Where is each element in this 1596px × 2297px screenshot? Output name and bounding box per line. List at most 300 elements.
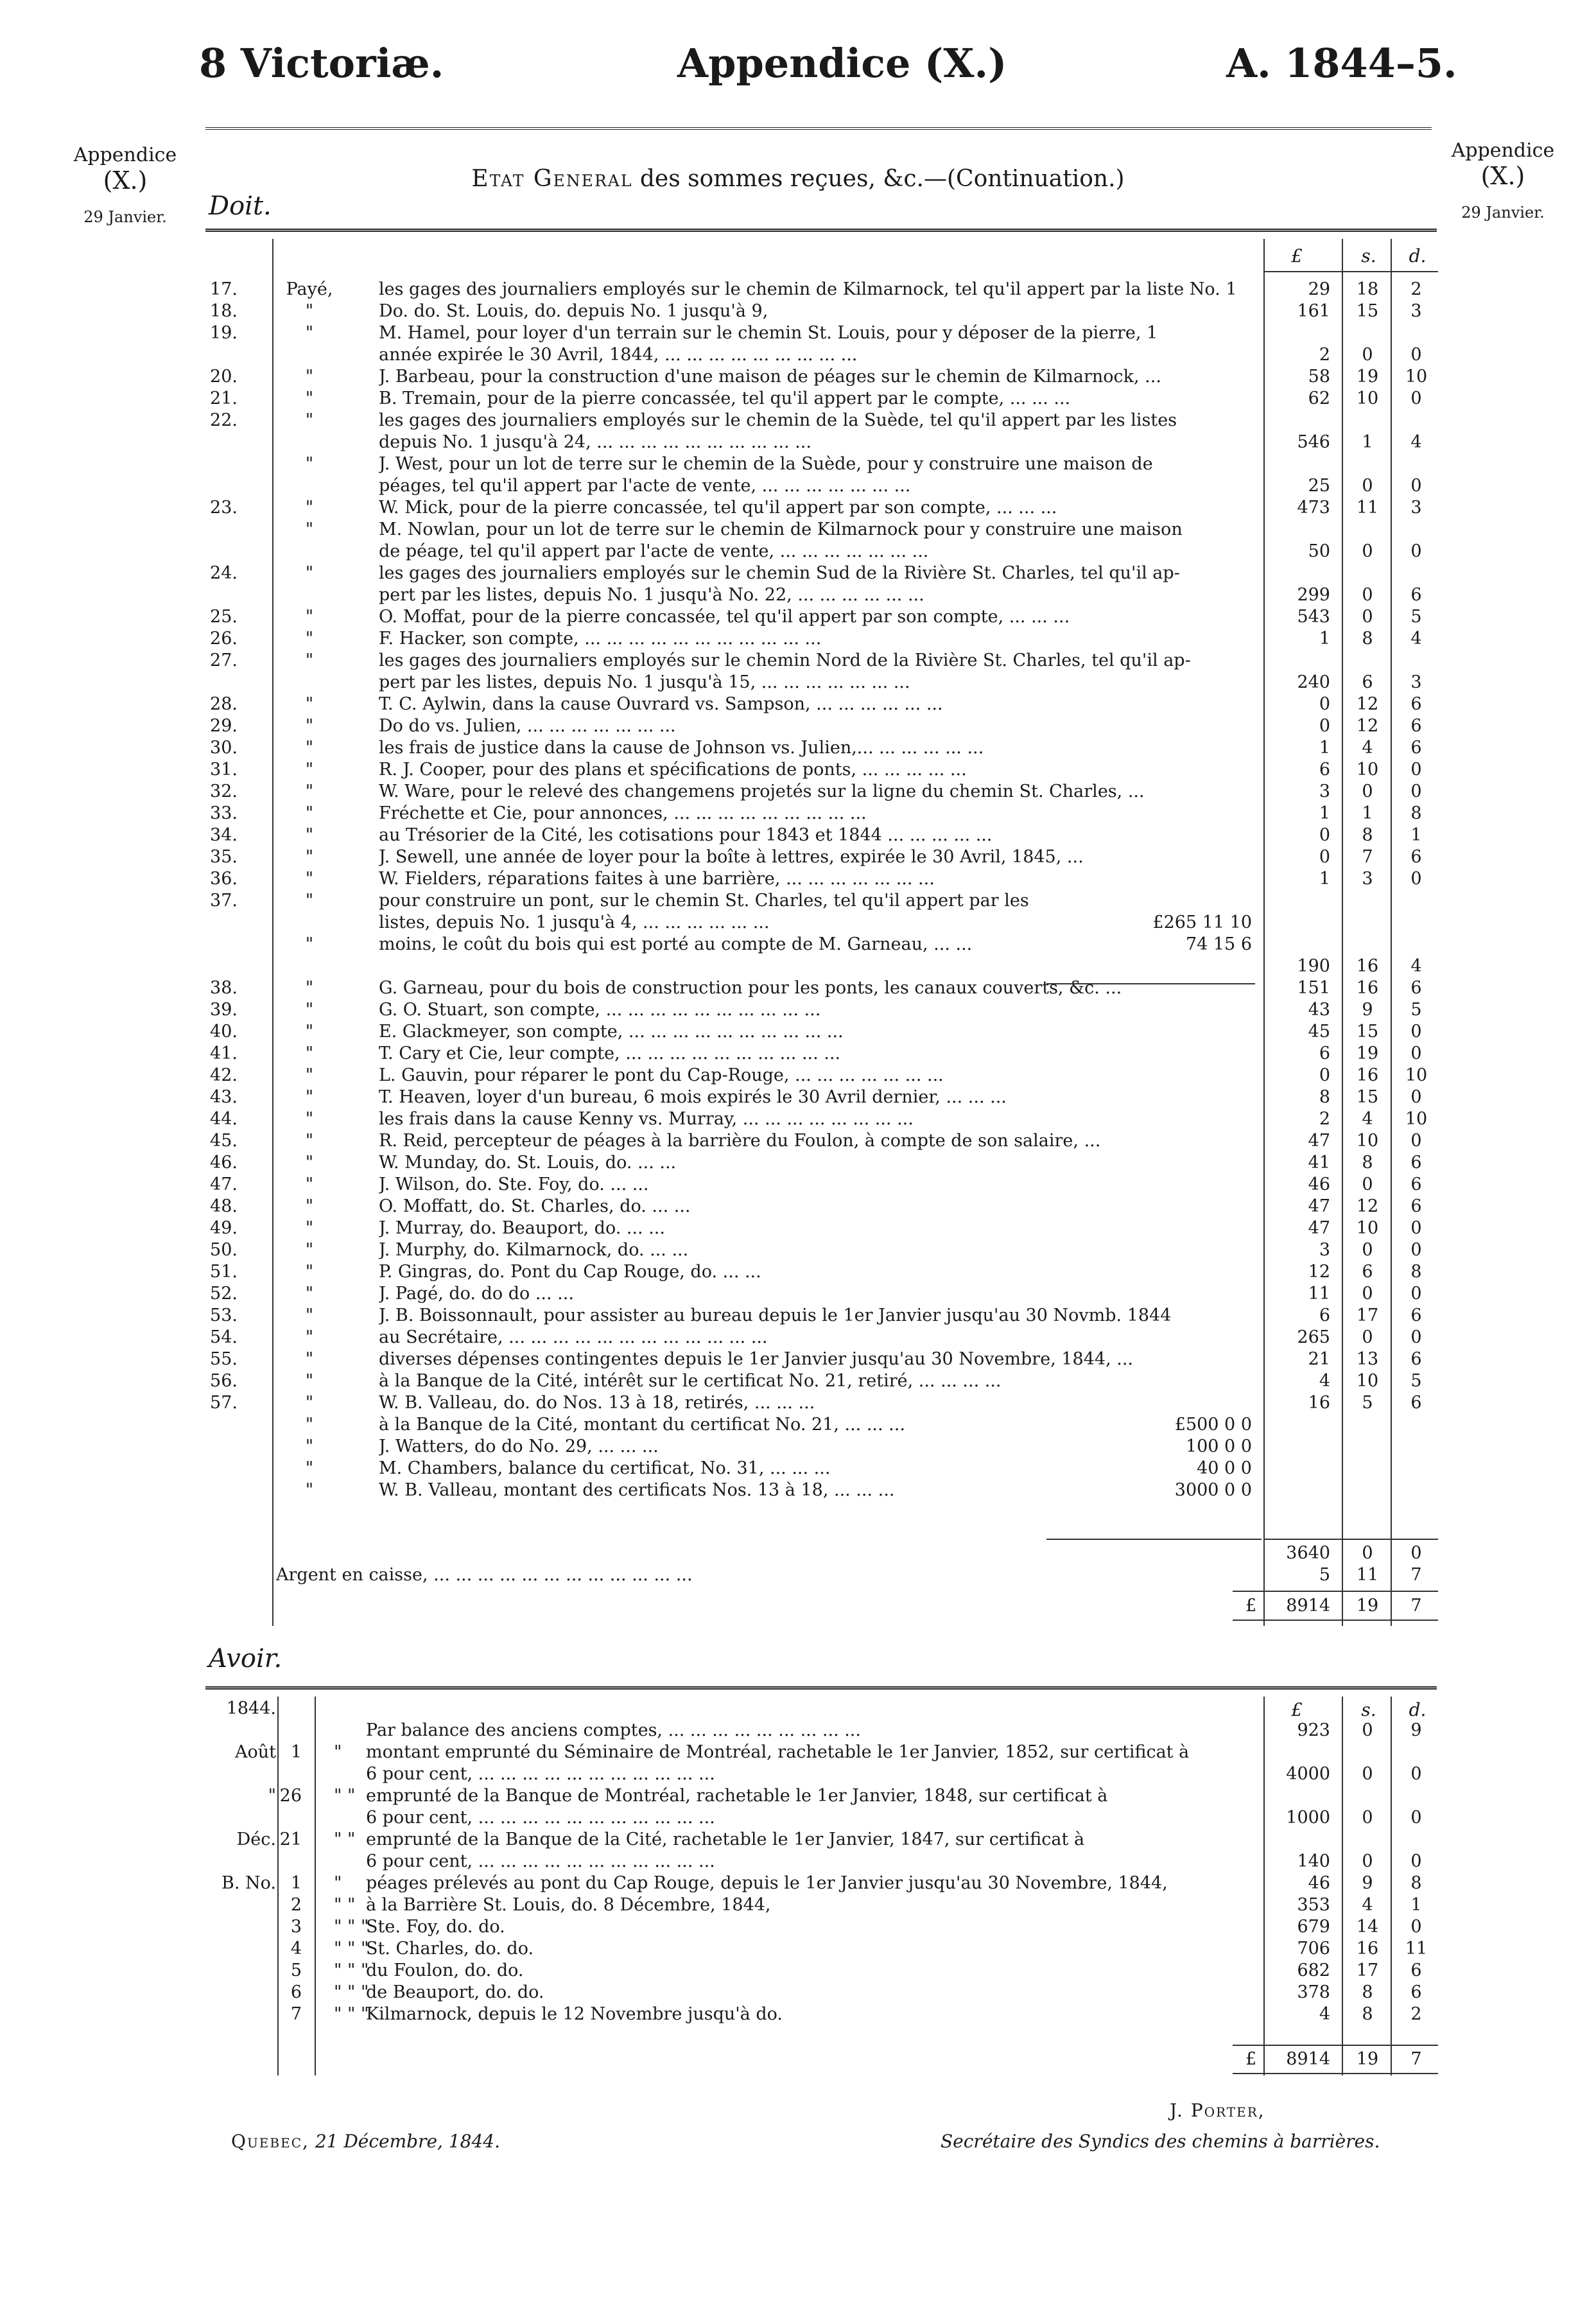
row-number: 45.: [210, 1131, 238, 1151]
avoir-mark: " " ": [334, 2004, 369, 2024]
avoir-description: emprunté de la Banque de la Cité, rachetable le 1er Janvier, 1847, sur certificat à: [366, 1830, 1085, 1849]
avoir-day: 5: [290, 1961, 302, 1980]
avoir-shillings: 4: [1362, 1895, 1373, 1915]
row-shillings: 8: [1362, 629, 1373, 649]
row-shillings: 17: [1356, 1306, 1379, 1325]
row-description: pert par les listes, depuis No. 1 jusqu'à 15, ... ... ... ... ... ... ...: [379, 672, 910, 692]
row-mark: ": [305, 1065, 314, 1085]
row-number: 41.: [210, 1044, 238, 1063]
doit-row: [205, 1218, 1438, 1239]
row-shillings: 19: [1356, 1044, 1379, 1063]
avoir-table: [205, 1697, 1438, 2082]
avoir-pounds: 140: [1297, 1851, 1330, 1871]
row-description: M. Hamel, pour loyer d'un terrain sur le chemin St. Louis, pour y déposer de la pierre, 1: [379, 323, 1158, 343]
row-description: moins, le coût du bois qui est porté au compte de M. Garneau, ... ...: [379, 934, 973, 954]
row-pence: 0: [1410, 760, 1422, 780]
row-pence: 0: [1410, 1327, 1422, 1347]
doit-row: [205, 1327, 1438, 1349]
row-mark: ": [305, 651, 314, 670]
doit-total-shillings: 19: [1356, 1596, 1379, 1616]
row-shillings: 4: [1362, 738, 1373, 758]
avoir-row: [205, 1938, 1438, 1960]
avoir-pence: 6: [1410, 1982, 1422, 2002]
row-mark: ": [305, 1175, 314, 1194]
row-mark: ": [305, 1480, 314, 1500]
doit-row: [205, 1283, 1438, 1305]
row-description: de péage, tel qu'il appert par l'acte de vente, ... ... ... ... ... ... ...: [379, 541, 929, 561]
row-pounds: 1: [1319, 738, 1330, 758]
avoir-pounds: 378: [1297, 1982, 1330, 2002]
doit-row: [205, 1480, 1438, 1501]
avoir-top-rule: [205, 1686, 1437, 1690]
doit-row: [205, 1130, 1438, 1152]
row-description: G. Garneau, pour du bois de construction pour les ponts, les canaux couverts, &c. ...: [379, 978, 1122, 998]
footer-place-date: [231, 2131, 500, 2152]
row-subamount: 74 15 6: [1185, 934, 1252, 954]
avoir-total-shillings: 19: [1356, 2049, 1379, 2069]
avoir-row: [205, 1894, 1438, 1916]
avoir-description: emprunté de la Banque de Montréal, rachetable le 1er Janvier, 1848, sur certificat à: [366, 1786, 1108, 1806]
col-head-pounds: £: [1291, 245, 1303, 266]
row-description: pour construire un pont, sur le chemin St. Charles, tel qu'il appert par les: [379, 891, 1029, 911]
avoir-row: [205, 1982, 1438, 2004]
row-shillings: 0: [1362, 1284, 1373, 1304]
avoir-total-currency: £: [1245, 2049, 1257, 2069]
row-mark: ": [305, 1393, 314, 1413]
row-description: J. Sewell, une année de loyer pour la boîte à lettres, expirée le 30 Avril, 1845, ...: [379, 847, 1084, 867]
row-description: listes, depuis No. 1 jusqu'à 4, ... ... ... ... ... ...: [379, 913, 770, 932]
avoir-day: 4: [290, 1939, 302, 1959]
row-pounds: 0: [1319, 694, 1330, 714]
avoir-pounds: 1000: [1286, 1808, 1330, 1828]
row-pounds: 47: [1308, 1218, 1330, 1238]
row-shillings: 10: [1356, 389, 1379, 408]
row-shillings: 8: [1362, 825, 1373, 845]
row-pence: 6: [1410, 978, 1422, 998]
row-pounds: 47: [1308, 1196, 1330, 1216]
row-mark: ": [305, 1415, 314, 1435]
row-shillings: 0: [1362, 607, 1373, 627]
doit-row: [205, 279, 1438, 301]
row-mark: ": [305, 454, 314, 474]
row-pence: 6: [1410, 1306, 1422, 1325]
row-mark: ": [305, 825, 314, 845]
row-number: 44.: [210, 1109, 238, 1129]
row-shillings: 6: [1362, 672, 1373, 692]
row-number: 33.: [210, 803, 238, 823]
row-mark: ": [305, 803, 314, 823]
row-description: les gages des journaliers employés sur le chemin de la Suède, tel qu'il appert par les listes: [379, 410, 1177, 430]
doit-row: [205, 344, 1438, 366]
row-mark: ": [305, 1196, 314, 1216]
row-number: 27.: [210, 651, 238, 670]
row-mark: ": [305, 738, 314, 758]
row-pence: 0: [1410, 1087, 1422, 1107]
row-mark: ": [305, 563, 314, 583]
doit-row: [205, 388, 1438, 410]
row-pounds: 299: [1297, 585, 1330, 605]
row-pence: 10: [1405, 367, 1428, 387]
row-number: 29.: [210, 716, 238, 736]
doit-row: [205, 1305, 1438, 1327]
row-number: 51.: [210, 1262, 238, 1282]
row-number: 20.: [210, 367, 238, 387]
doit-total-pence: 7: [1410, 1596, 1422, 1616]
doit-row: [205, 825, 1438, 846]
row-pounds: 161: [1297, 301, 1330, 321]
row-shillings: 1: [1362, 803, 1373, 823]
avoir-row: [205, 1698, 1438, 1720]
row-pounds: 50: [1308, 541, 1330, 561]
row-pence: 4: [1410, 629, 1422, 649]
doit-row: [205, 1152, 1438, 1174]
row-pounds: 0: [1319, 716, 1330, 736]
doit-row: [205, 366, 1438, 388]
avoir-row: [205, 1742, 1438, 1763]
row-pounds: 2: [1319, 345, 1330, 365]
avoir-pounds: 682: [1297, 1961, 1330, 1980]
row-shillings: 0: [1362, 541, 1373, 561]
row-description: les gages des journaliers employés sur le chemin Sud de la Rivière St. Charles, tel qu'il ap-: [379, 563, 1180, 583]
avoir-day: 21: [279, 1830, 302, 1849]
row-description: G. O. Stuart, son compte, ... ... ... ... ... ... ... ... ... ...: [379, 1000, 821, 1020]
row-shillings: 10: [1356, 760, 1379, 780]
row-pounds: 546: [1297, 432, 1330, 452]
row-mark: ": [305, 760, 314, 780]
row-pence: 0: [1410, 345, 1422, 365]
row-description: J. Watters, do do No. 29, ... ... ...: [379, 1437, 659, 1456]
avoir-month: B. No.: [221, 1873, 276, 1893]
avoir-month: Août: [235, 1742, 276, 1762]
row-pence: 5: [1410, 607, 1422, 627]
row-number: 49.: [210, 1218, 238, 1238]
avoir-row: [205, 1720, 1438, 1742]
doit-row: [205, 1392, 1438, 1414]
row-shillings: 0: [1362, 1327, 1373, 1347]
row-shillings: 10: [1356, 1371, 1379, 1391]
avoir-pence: 0: [1410, 1917, 1422, 1937]
doit-row: [205, 563, 1438, 584]
footer-signature: J. Porter,: [1170, 2100, 1265, 2121]
doit-row: [205, 890, 1438, 912]
row-subamount: 40 0 0: [1197, 1458, 1252, 1478]
margin-appendice: Appendice: [73, 144, 177, 166]
row-mark: ": [305, 934, 314, 954]
avoir-mark: " ": [334, 1895, 356, 1915]
doit-row: [205, 497, 1438, 519]
row-description: O. Moffat, pour de la pierre concassée, tel qu'il appert par son compte, ... ... ...: [379, 607, 1070, 627]
row-subamount: 3000 0 0: [1174, 1480, 1252, 1500]
row-pence: 6: [1410, 1175, 1422, 1194]
row-number: 18.: [210, 301, 238, 321]
doit-total-currency: £: [1245, 1596, 1257, 1616]
row-description: Do do vs. Julien, ... ... ... ... ... ... ...: [379, 716, 676, 736]
avoir-shillings: 17: [1356, 1961, 1379, 1980]
doit-row: [205, 846, 1438, 868]
avoir-row: [205, 1763, 1438, 1785]
row-number: 23.: [210, 498, 238, 518]
margin-date-right: 29 Janvier.: [1461, 204, 1545, 222]
avoir-pounds: 4000: [1286, 1764, 1330, 1784]
row-shillings: 15: [1356, 1022, 1379, 1042]
row-description: M. Nowlan, pour un lot de terre sur le chemin de Kilmarnock pour y construire une maison: [379, 520, 1183, 539]
row-number: 32.: [210, 782, 238, 801]
row-pence: 0: [1410, 1044, 1422, 1063]
avoir-day: 3: [290, 1917, 302, 1937]
doit-row: [205, 1021, 1438, 1043]
row-description: F. Hacker, son compte, ... ... ... ... ... ... ... ... ... ... ...: [379, 629, 822, 649]
row-pounds: 6: [1319, 1044, 1330, 1063]
row-pounds: 62: [1308, 389, 1330, 408]
row-number: 19.: [210, 323, 238, 343]
row-pounds: 46: [1308, 1175, 1330, 1194]
avoir-head-pence: d.: [1409, 1699, 1427, 1720]
avoir-total-rule-bottom: [1233, 2073, 1438, 2074]
avoir-row: [205, 1916, 1438, 1938]
avoir-total-row: [205, 2048, 1438, 2070]
row-pounds: 47: [1308, 1131, 1330, 1151]
row-pence: 8: [1410, 1262, 1422, 1282]
doit-row: [205, 999, 1438, 1021]
doit-row: [205, 628, 1438, 650]
row-number: 40.: [210, 1022, 238, 1042]
row-description: année expirée le 30 Avril, 1844, ... ... ... ... ... ... ... ... ...: [379, 345, 858, 365]
avoir-pence: 9: [1410, 1720, 1422, 1740]
row-number: 43.: [210, 1087, 238, 1107]
row-pounds: 6: [1319, 1306, 1330, 1325]
row-description: au Trésorier de la Cité, les cotisations pour 1843 et 1844 ... ... ... ... ...: [379, 825, 993, 845]
avoir-shillings: 0: [1362, 1764, 1373, 1784]
row-description: J. Barbeau, pour la construction d'une maison de péages sur le chemin de Kilmarnock, ...: [379, 367, 1161, 387]
doit-row: [205, 1261, 1438, 1283]
title-main: Etat General: [471, 166, 633, 192]
row-mark: ": [305, 1306, 314, 1325]
row-pounds: 151: [1297, 978, 1330, 998]
row-mark: ": [305, 1131, 314, 1151]
row-mark: ": [305, 323, 314, 343]
row-pounds: 190: [1297, 956, 1330, 976]
row-pence: 6: [1410, 847, 1422, 867]
row-shillings: 16: [1356, 1065, 1379, 1085]
avoir-row: [205, 1960, 1438, 1982]
avoir-pence: 6: [1410, 1961, 1422, 1980]
avoir-mark: " " ": [334, 1982, 369, 2002]
row-shillings: 6: [1362, 1262, 1373, 1282]
avoir-row: [205, 1807, 1438, 1829]
avoir-pence: 0: [1410, 1808, 1422, 1828]
col-head-shillings: s.: [1361, 245, 1376, 266]
doit-row: [205, 1239, 1438, 1261]
doit-row: [205, 1436, 1438, 1458]
avoir-day: 6: [290, 1982, 302, 2002]
row-pence: 6: [1410, 1153, 1422, 1173]
row-description: J. Pagé, do. do do ... ...: [379, 1284, 574, 1304]
avoir-pence: 11: [1405, 1939, 1428, 1959]
row-description: L. Gauvin, pour réparer le pont du Cap-Rouge, ... ... ... ... ... ... ...: [379, 1065, 944, 1085]
row-pence: 4: [1410, 956, 1422, 976]
doit-row: [205, 977, 1438, 999]
row-pence: 3: [1410, 498, 1422, 518]
row-description: les frais de justice dans la cause de Johnson vs. Julien,... ... ... ... ... ...: [379, 738, 984, 758]
row-pounds: 1: [1319, 869, 1330, 889]
avoir-total-rule-top: [1233, 2045, 1438, 2046]
doit-row: [205, 715, 1438, 737]
row-shillings: 0: [1362, 1240, 1373, 1260]
row-pounds: 16: [1308, 1393, 1330, 1413]
row-mark: ": [305, 1327, 314, 1347]
row-shillings: 12: [1356, 716, 1379, 736]
row-description: diverses dépenses contingentes depuis le 1er Janvier jusqu'au 30 Novembre, 1844, ...: [379, 1349, 1133, 1369]
row-description: à la Banque de la Cité, intérêt sur le certificat No. 21, retiré, ... ... ... ...: [379, 1371, 1002, 1391]
row-shillings: 13: [1356, 1349, 1379, 1369]
row-pence: 4: [1410, 432, 1422, 452]
footer-role: [941, 2131, 1380, 2152]
header-center: Appendice (X.): [677, 40, 1007, 87]
row-shillings: 16: [1356, 956, 1379, 976]
row-description: T. Cary et Cie, leur compte, ... ... ... ... ... ... ... ... ... ...: [379, 1044, 841, 1063]
row-pence: 0: [1410, 869, 1422, 889]
row-pence: 0: [1410, 1240, 1422, 1260]
doit-row: [205, 606, 1438, 628]
doit-row: [205, 956, 1438, 977]
row-description: T. C. Aylwin, dans la cause Ouvrard vs. Sampson, ... ... ... ... ... ...: [379, 694, 943, 714]
doit-row: [205, 1414, 1438, 1436]
doit-top-rule: [205, 229, 1437, 232]
row-description: J. Murray, do. Beauport, do. ... ...: [379, 1218, 665, 1238]
row-shillings: 0: [1362, 782, 1373, 801]
avoir-shillings: 9: [1362, 1873, 1373, 1893]
row-pounds: 240: [1297, 672, 1330, 692]
avoir-month: Déc.: [236, 1830, 276, 1849]
row-number: 39.: [210, 1000, 238, 1020]
title-rest: des sommes reçues, &c.—(Continuation.): [639, 166, 1125, 192]
total-rule-bottom: [1233, 1620, 1438, 1621]
avoir-shillings: 16: [1356, 1939, 1379, 1959]
doit-row: [205, 475, 1438, 497]
row-shillings: 15: [1356, 1087, 1379, 1107]
row-number: 55.: [210, 1349, 238, 1369]
doit-table: [205, 239, 1438, 1639]
row-shillings: 0: [1362, 585, 1373, 605]
argent-shillings: 11: [1356, 1565, 1379, 1585]
argent-pounds: 5: [1319, 1565, 1330, 1585]
row-pence: 8: [1410, 803, 1422, 823]
total-rule-top: [1233, 1591, 1438, 1592]
row-pence: 3: [1410, 672, 1422, 692]
row-number: 57.: [210, 1393, 238, 1413]
row-number: 50.: [210, 1240, 238, 1260]
avoir-description: Kilmarnock, depuis le 12 Novembre jusqu'à do.: [366, 2004, 783, 2024]
row-mark: ": [305, 629, 314, 649]
row-pounds: 12: [1308, 1262, 1330, 1282]
margin-x-right: (X.): [1480, 161, 1525, 190]
doit-row: [205, 1196, 1438, 1218]
row-description: Fréchette et Cie, pour annonces, ... ... ... ... ... ... ... ... ...: [379, 803, 867, 823]
avoir-pence: 0: [1410, 1851, 1422, 1871]
row-number: 37.: [210, 891, 238, 911]
row-pounds: 11: [1308, 1284, 1330, 1304]
doit-row: [205, 541, 1438, 563]
doit-row: [205, 912, 1438, 934]
row-description: T. Heaven, loyer d'un bureau, 6 mois expirés le 30 Avril dernier, ... ... ...: [379, 1087, 1007, 1107]
row-mark: ": [305, 1218, 314, 1238]
subtotal-rule: [1265, 1539, 1438, 1540]
row-pence: 0: [1410, 476, 1422, 496]
doit-row: [205, 934, 1438, 956]
doit-row: [205, 453, 1438, 475]
doit-subtotal-pence: 0: [1410, 1543, 1422, 1563]
avoir-pence: 1: [1410, 1895, 1422, 1915]
avoir-pence: 0: [1410, 1764, 1422, 1784]
row-description: M. Chambers, balance du certificat, No. 31, ... ... ...: [379, 1458, 831, 1478]
doit-subtotal-row: [205, 1542, 1438, 1564]
row-pounds: 265: [1297, 1327, 1330, 1347]
row-number: 34.: [210, 825, 238, 845]
doit-row: [205, 1065, 1438, 1087]
row-mark: ": [305, 1284, 314, 1304]
avoir-mark: ": [334, 1742, 342, 1762]
row-description: O. Moffatt, do. St. Charles, do. ... ...: [379, 1196, 691, 1216]
row-shillings: 12: [1356, 1196, 1379, 1216]
row-number: 25.: [210, 607, 238, 627]
doit-row: [205, 519, 1438, 541]
row-pence: 6: [1410, 1393, 1422, 1413]
avoir-pence: 8: [1410, 1873, 1422, 1893]
row-description: les frais dans la cause Kenny vs. Murray, ... ... ... ... ... ... ... ...: [379, 1109, 914, 1129]
avoir-description: à la Barrière St. Louis, do. 8 Décembre, 1844,: [366, 1895, 771, 1915]
row-description: P. Gingras, do. Pont du Cap Rouge, do. ... ...: [379, 1262, 761, 1282]
row-pence: 0: [1410, 1022, 1422, 1042]
table-title: [0, 166, 1596, 192]
doit-row: [205, 584, 1438, 606]
row-subamount: 100 0 0: [1185, 1437, 1252, 1456]
row-shillings: 3: [1362, 869, 1373, 889]
row-number: 52.: [210, 1284, 238, 1304]
row-shillings: 8: [1362, 1153, 1373, 1173]
row-shillings: 10: [1356, 1131, 1379, 1151]
doit-row: [205, 694, 1438, 715]
margin-date: 29 Janvier.: [83, 208, 167, 227]
row-mark: ": [305, 847, 314, 867]
sub-rule-37: [1046, 983, 1255, 984]
row-description: pert par les listes, depuis No. 1 jusqu'à No. 22, ... ... ... ... ... ...: [379, 585, 924, 605]
row-shillings: 16: [1356, 978, 1379, 998]
avoir-mark: " " ": [334, 1917, 369, 1937]
avoir-shillings: 8: [1362, 2004, 1373, 2024]
doit-row: [205, 1174, 1438, 1196]
avoir-description: St. Charles, do. do.: [366, 1939, 534, 1959]
row-number: 22.: [210, 410, 238, 430]
row-mark: ": [305, 694, 314, 714]
avoir-day: 1: [290, 1742, 302, 1762]
row-shillings: 0: [1362, 476, 1373, 496]
margin-appendice-right: Appendice: [1451, 139, 1555, 162]
footer-role-text: Secrétaire des Syndics des chemins à barrières.: [941, 2131, 1380, 2152]
avoir-shillings: 0: [1362, 1851, 1373, 1871]
avoir-mark: " ": [334, 1786, 356, 1806]
row-description: depuis No. 1 jusqu'à 24, ... ... ... ... ... ... ... ... ... ...: [379, 432, 811, 452]
row-pounds: 45: [1308, 1022, 1330, 1042]
avoir-shillings: 14: [1356, 1917, 1379, 1937]
row-pence: 10: [1405, 1065, 1428, 1085]
row-description: Do. do. St. Louis, do. depuis No. 1 jusqu'à 9,: [379, 301, 768, 321]
doit-row: [205, 1108, 1438, 1130]
row-number: 56.: [210, 1371, 238, 1391]
row-mark: ": [305, 1240, 314, 1260]
row-description: J. Wilson, do. Ste. Foy, do. ... ...: [379, 1175, 649, 1194]
doit-label: Doit.: [209, 191, 272, 221]
avoir-row: [205, 1829, 1438, 1851]
